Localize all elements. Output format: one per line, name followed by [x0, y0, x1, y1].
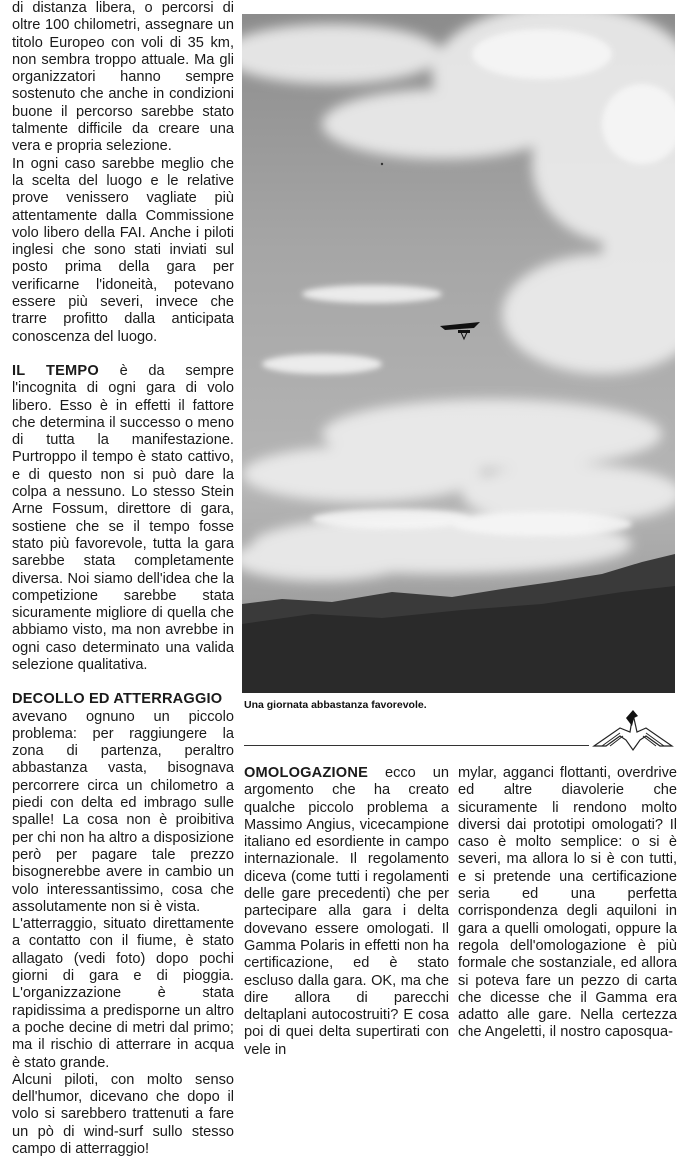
photo-caption: Una giornata abbastanza favorevole. — [244, 699, 427, 711]
divider-line — [244, 745, 589, 746]
paragraph-text: ecco un argomento che ha creato qualche piccolo problema a Massimo Angius, vicecampione italiano ed esordiente in campo internazionale. Il regolamento diceva (come tutti i regolamenti delle gare precedenti) che per partecipare alla gara i delta dovevano essere omologati. Il Gamma Polaris in effetti non ha certificazione, ed è stato escluso dalla gara. OK, ma che dire allora di parecchi deltaplani autocostruiti? E cosa poi di quei delta supertirati con vele in — [244, 765, 449, 1058]
right-text-column — [458, 765, 677, 1042]
paragraph: In ogni caso sarebbe meglio che la scelta del luogo e le relative prove venissero vagliate più attentamente dalla Commissione volo libero della FAI. Anche i piloti inglesi che sono stati inviati sul posto prima della gara per verificarne l'idoneità, potevano essere più severi, invece che trarre profitto dalla anticipata conoscenza del luogo. — [12, 155, 234, 345]
middle-text-column — [244, 765, 449, 1059]
paragraph: di distanza libera, o percorsi di oltre 100 chilometri, assegnare un titolo Europeo con voli di 35 km, non sembra troppo attuale. Ma gli organizzatori hanno sempre sostenuto che anche in condizioni buone il percorso sarebbe stato talmente difficile da creare una vera e propria selezione. — [12, 0, 234, 155]
paragraph-text: è da sempre l'incognita di ogni gara di volo libero. Esso è in effetti il fattore che determina il successo o meno di tutta la manifestazione. Purtroppo il tempo è stato cattivo, e di questo non si può dare la colpa a nessuno. Lo stesso Stein Arne Fossum, direttore di gara, sostiene che se il tempo fosse stato più favorevole, tutta la gara sarebbe stata completamente diversa. Noi siamo dell'idea che la competizione sarebbe stata sicuramente migliore di quella che abbiamo visto, ma non avrebbe in ogni caso determinato una valida selezione qualitativa. — [12, 362, 234, 673]
left-text-column — [12, 0, 234, 1158]
sky-photo — [242, 14, 675, 693]
paragraph: Alcuni piloti, con molto senso dell'humor, dicevano che dopo il volo si sarebbero trattenuti a fare un pò di wind-surf sullo stesso campo di atterraggio! — [12, 1071, 234, 1157]
paragraph-omologazione — [244, 765, 449, 1059]
paragraph-tempo — [12, 363, 234, 674]
section-heading-omologazione: OMOLOGAZIONE — [244, 765, 369, 781]
section-heading-tempo: IL TEMPO — [12, 362, 99, 379]
section-heading-decollo: DECOLLO ED ATTERRAGGIO — [12, 691, 223, 708]
paragraph: avevano ognuno un piccolo problema: per raggiungere la zona di partenza, peraltro abbastanza vasta, bisognava percorrere circa un chilometro a piedi con delta ed imbrago sulle spalle! La cosa non è proibitiva per chi non ha altro a disposizione però per pagare tale prezzo bisognerebbe avere in cambio un volo interessantissimo, cosa che assolutamente non si è vista. — [12, 708, 234, 915]
paragraph: mylar, agganci flottanti, overdrive ed altre diavolerie che sicuramente li rendono molto diversi dai prototipi omologati? Il caso è molto semplice: o si è severi, ma allora lo si è con tutti, e si pretende una certificazione seria ed una perfetta corrispondenza degli aquiloni in gara a quelli omologati, oppure la regola dell'omologazione è più formale che sostanziale, ed allora si poteva fare un pezzo di carta che dicesse che il Gamma era adatto alle gare. Nella certezza che Angeletti, il nostro caposqua- — [458, 765, 677, 1041]
eagle-logo-icon — [590, 706, 676, 752]
paragraph: L'atterraggio, situato direttamente a contatto con il fiume, è stato allagato (vedi foto) dopo pochi giorni di gara e di pioggia. L'organizzazione è stata rapidissima a predisporne un altro a poche decine di metri dal primo; ma il rischio di atterrare in acqua è stato grande. — [12, 916, 234, 1071]
